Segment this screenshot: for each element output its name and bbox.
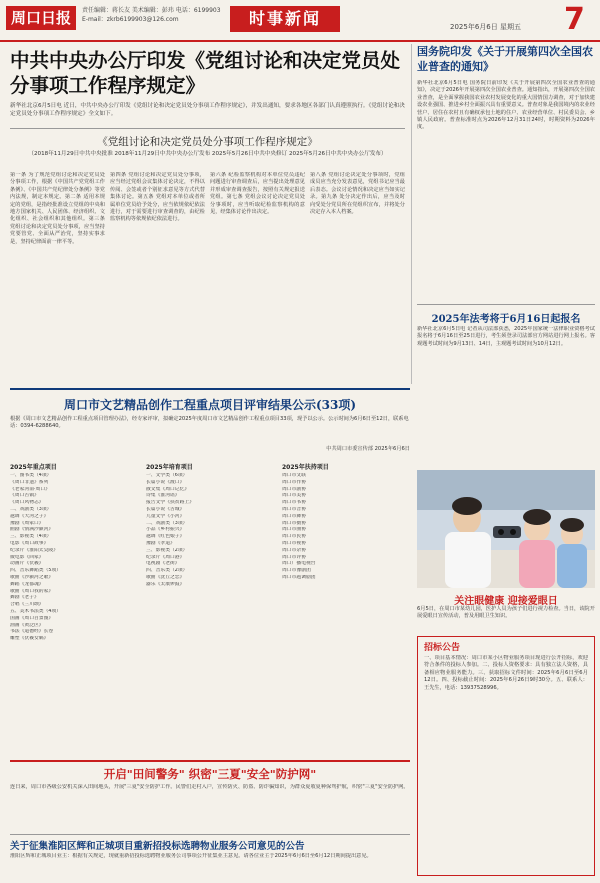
list-item: 《周口风物志》 (10, 500, 44, 506)
list-item: 周口市豫剧团 (282, 568, 311, 574)
notice-signature: 中共周口市委宣传部 2025年6月6日 (326, 446, 410, 452)
list-item: 长篇小说《渡口》 (146, 479, 185, 485)
tender-notice-box (417, 636, 595, 876)
list-item: 越调《红色娘子》 (146, 534, 185, 540)
project-list-cultivate (146, 462, 276, 762)
list-heading: 2025年重点项目 (10, 464, 57, 471)
list-item: 二、戏剧类（3项） (10, 506, 52, 512)
list-item: 动画片《伏羲》 (10, 561, 44, 567)
list-item: 长篇小说《古城》 (146, 506, 185, 512)
photo-caption: 关注眼健康 迎接爱眼日 (454, 596, 558, 607)
list-item: 纪录片《淮阳太昊陵》 (10, 547, 58, 553)
project-list-key (10, 462, 140, 762)
column-divider (411, 44, 412, 384)
list-item: 周口市书协 (282, 500, 306, 506)
list-item: 五、美术书法类（4项） (10, 608, 62, 614)
newspaper-logo: 周口日报 (6, 6, 76, 30)
article-column-1: 第一条 为了规范党组讨论和决定党员处分事项工作，根据《中国共产党党组工作条例》、《中国共产党纪律处分条例》等党内法规，制定本规定。第二条 适用本规定的党组，是指经批准设立党组的中央和地方国家机关、人民团体、经济组织、文化组织、社会组织和其他组织。第三条 党组讨论和决定党员处分事项，应当坚持党要管党、全面从严治党，坚持实事求是，坚持纪律面前一律平等。 (10, 172, 105, 245)
list-item: 歌曲《沈丘之恋》 (146, 574, 185, 580)
section-tab: 时事新闻 (230, 6, 340, 32)
photo-description: 6月5日，在周口市某幼儿园，医护人员为孩子们进行视力检查。当日，该院开展爱眼日宣传活动，普及用眼卫生知识。 (417, 606, 595, 620)
meta-line-editor: 责任编辑：蒋长友 美术编辑：彭玮 电话：6199903 (82, 7, 221, 14)
list-item: 周口市作协 (282, 479, 306, 485)
list-item: 雕塑《伏羲女娲》 (10, 636, 49, 642)
list-item: 三、影视类（2项） (146, 547, 188, 553)
divider (10, 128, 405, 129)
property-notice-body: 淮阳区辉和正城项目业主：根据有关规定，现就重新招投标选聘物业服务公司事项公开征集业主意见。请各位业主于2025年6月6日至6月12日期间提出意见。 (10, 853, 372, 859)
law-exam-body: 新华社北京6月5日电 记者从司法部获悉，2025年国家统一法律职业资格考试报名将于6月16日至25日进行，考生须登录司法部官方网站进行网上报名。客观题考试时间为9月13日、14日，主观题考试时间为10月12日。 (417, 326, 595, 347)
tender-notice-body: 一、项目基本情况：周口市某小区物业服务项目现进行公开招标，欢迎符合条件的投标人参加。二、投标人资格要求：具有独立法人资格，具备相应物业服务能力。三、获取招标文件时间：2025年6月6日至6月12日。四、投标截止时间：2025年6月26日9时30分。五、联系人：王先生，电话：13937528996。 (424, 655, 588, 691)
section-divider (10, 388, 410, 390)
list-item: 越调《大河之子》 (10, 513, 49, 519)
regulation-meta: （2018年11月29日中共中央批准 2018年11月29日中共中央办公厅发布 2025年5月26日中共中央修订 2025年5月26日中共中央办公厅发布） (28, 151, 387, 157)
list-item: 微电影《回家》 (10, 554, 44, 560)
agri-census-body: 新华社北京6月5日电 国务院日前印发《关于开展第四次全国农业普查的通知》，决定于2026年开展第四次全国农业普查。通知指出，开展第四次全国农业普查，是全面掌握我国农业农村发展变化的重大国情国力调查，对于加快建设农业强国、推进乡村全面振兴具有重要意义。普查对象是我国境内的农业经营户、居住在农村且有确权承包土地的住户、农业经营单位、村民委员会、乡镇人民政府。普查标准时点为2026年12月31日24时，时期资料为2026年度。 (417, 80, 595, 131)
list-item: 国画《周口百景图》 (10, 615, 54, 621)
regulation-title: 《党组讨论和决定党员处分事项工作程序规定》 (97, 136, 318, 148)
list-item: 《老家河南·周口》 (10, 486, 50, 492)
list-item: 报告文学《扶贫路上》 (146, 500, 194, 506)
list-item: 豫剧《周家口》 (10, 520, 44, 526)
list-item: 四、音乐类（2项） (146, 568, 188, 574)
list-item: 散文集《周口记忆》 (146, 486, 190, 492)
list-item: 书法《道德经》长卷 (10, 629, 54, 635)
list-item: 小品《乡村振兴》 (146, 527, 185, 533)
masthead-meta (82, 6, 232, 24)
list-item: 歌曲《沙颍河之歌》 (10, 574, 54, 580)
list-item: 周口市越调剧团 (282, 574, 316, 580)
list-item: 合唱《三川颂》 (10, 602, 44, 608)
list-item: 周口市音协 (282, 506, 306, 512)
law-exam-headline: 2025年法考将于6月16日起报名 (431, 314, 581, 325)
section-divider (10, 760, 410, 762)
list-item: 《周口古镇》 (10, 493, 39, 499)
notice-body: 根据《周口市文艺精品创作工程重点项目管理办法》，经专家评审，拟确定2025年度周口市文艺精品创作工程重点项目33项，现予以公示。公示时间为6月6日至12日，联系电话：0394-6288640。 (10, 416, 409, 430)
list-item: 电视剧《老街》 (146, 561, 180, 567)
agri-census-headline: 国务院印发《关于开展第四次全国农业普查的通知》 (417, 45, 593, 73)
police-article-body: 连日来，周口市各级公安机关深入田间地头，开展"三夏"安全防护工作。民警们走村入户，宣传防火、防盗、防诈骗知识，为群众夏收夏种保驾护航，织密"三夏"安全防护网。 (10, 784, 409, 790)
list-item: 二、戏剧类（3项） (146, 520, 188, 526)
divider (10, 834, 410, 835)
list-item: 四、音乐舞蹈类（5项） (10, 568, 62, 574)
notice-headline: 周口市文艺精品创作工程重点项目评审结果公示(33项) (63, 398, 357, 412)
list-item: 油画《黄泛区》 (10, 622, 44, 628)
list-item: 周口市剧协 (282, 486, 306, 492)
list-item: 周口市民协 (282, 534, 306, 540)
article-column-4: 第八条 党组讨论决定处分事项时，党组成员应当充分发表意见，党组书记应当最后表态。会议讨论情况和决定应当如实记录。第九条 处分决定作出后，应当及时向受处分党员所在党组织宣布，并将处分决定存入本人档案。 (310, 172, 405, 216)
police-article-headline: 开启"田间警务" 织密"三夏"安全"防护网" (103, 767, 317, 781)
list-item: 周口市美协 (282, 493, 306, 499)
news-photo (417, 470, 595, 588)
list-item: 一、文学类（6项） (146, 473, 188, 478)
issue-date: 2025年6月6日 星期五 (450, 23, 521, 31)
list-item: 周口市文联 (282, 473, 306, 478)
list-item: 舞蹈《龙都魂》 (10, 581, 44, 587)
list-item: 周口市评协 (282, 554, 306, 560)
list-item: 电影《周口故事》 (10, 540, 49, 546)
list-item: 周口市摄协 (282, 520, 306, 526)
list-item: 曲剧《情满沙颍河》 (10, 527, 54, 533)
property-notice-headline: 关于征集淮阳区辉和正城项目重新招投标选聘物业服务公司意见的公告 (10, 841, 305, 852)
tender-notice-title: 招标公告 (424, 643, 461, 653)
list-item: 舞剧《老子》 (10, 595, 39, 601)
list-heading: 2025年扶持项目 (282, 464, 329, 471)
eye-check-photo (417, 470, 595, 588)
list-item: 周口市曲协 (282, 527, 306, 533)
list-item: 三、影视类（4项） (10, 534, 52, 540)
list-item: 器乐《太康锣鼓》 (146, 581, 185, 587)
list-item: 歌曲《周口我的家》 (10, 588, 54, 594)
list-item: 豫剧《孝道》 (146, 540, 175, 546)
list-item: 周口广播电视台 (282, 561, 316, 567)
lead-intro: 新华社北京6月5日电 近日，中共中央办公厅印发《党组讨论和决定党员处分事项工作程序规定》，并发出通知，要求各地区各部门认真遵照执行。《党组讨论和决定党员处分事项工作程序规定》全文如下。 (10, 103, 405, 117)
list-item: 《周口非遗》系列 (10, 479, 49, 485)
article-column-3: 第六条 纪检监察机构对本单位党员违纪问题进行审查调查后，应当提出处理意见并形成审查调查报告，按照有关规定报送党组。第七条 党组会议讨论决定党员处分事项时，应当听取纪检监察机构的意见，经集体讨论作出决定。 (210, 172, 305, 216)
list-item: 周口市视协 (282, 540, 306, 546)
meta-line-email: E-mail：zkrb6199903@126.com (82, 16, 179, 23)
divider (417, 304, 595, 305)
project-list-support (282, 462, 410, 762)
page-number: 7 (564, 2, 585, 37)
article-column-2: 第四条 党组讨论和决定党员处分事项，应当经过党组会议集体讨论决定，不得以传阅、会签或者个别征求意见等方式代替集体讨论。第五条 党组对本单位或者所属单位党员给予处分，应当依规依纪依法进行，对于需要进行审查调查的，由纪检监察机构等依规依纪依法进行。 (110, 172, 205, 223)
list-heading: 2025年培育项目 (146, 464, 193, 471)
list-item: 诗集《淮河谣》 (146, 493, 180, 499)
list-item: 周口市杂协 (282, 547, 306, 553)
list-item: 周口市舞协 (282, 513, 306, 519)
list-item: 儿童文学《小河》 (146, 513, 185, 519)
list-item: 纪录片《周口港》 (146, 554, 185, 560)
lead-headline: 中共中央办公厅印发《党组讨论和决定党员处分事项工作程序规定》 (10, 49, 401, 97)
list-item: 一、图书类（4项） (10, 473, 52, 478)
